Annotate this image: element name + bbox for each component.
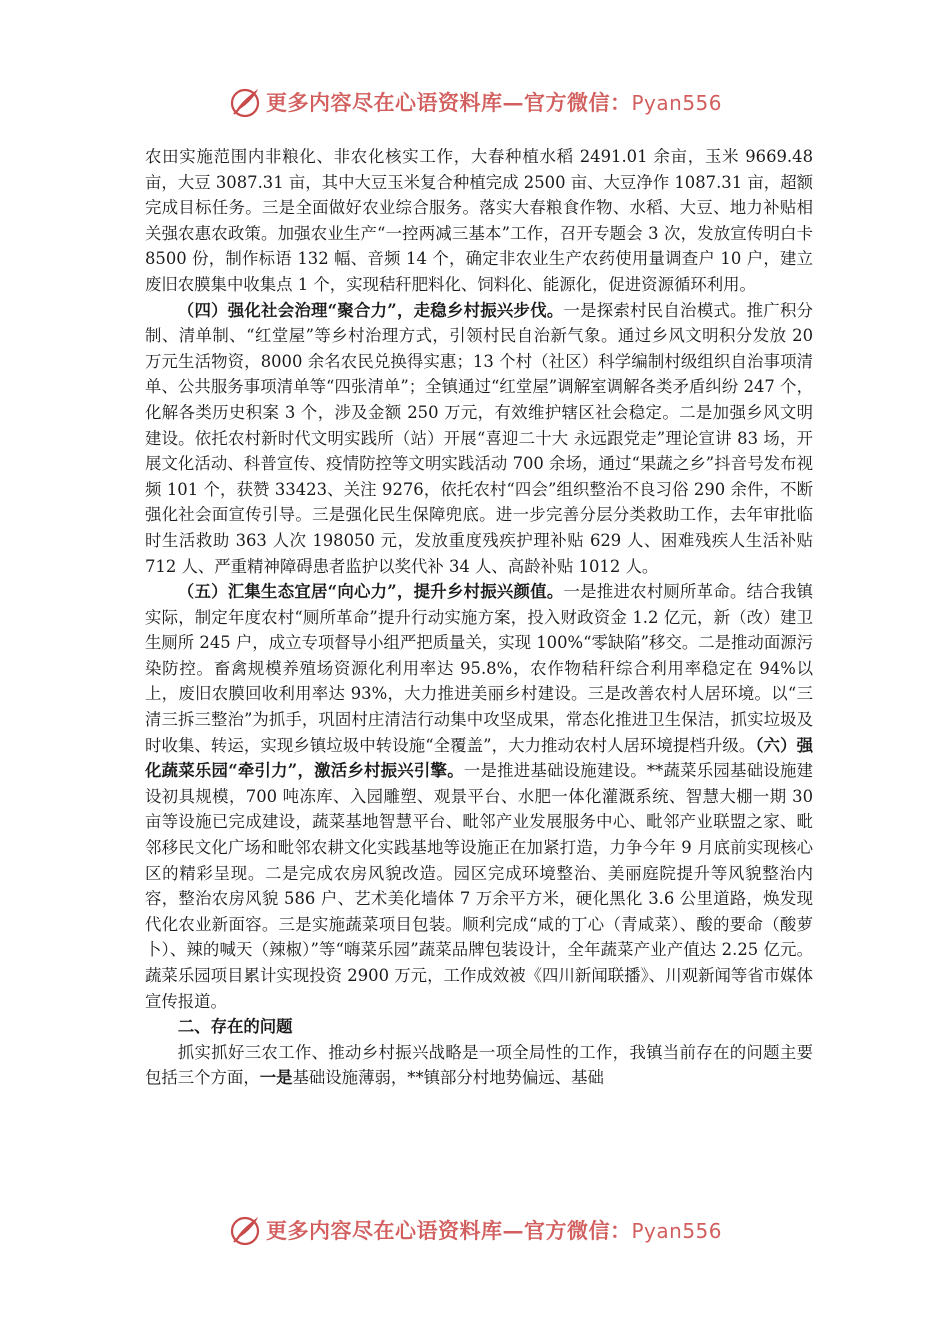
pen-circle-logo-icon bbox=[228, 84, 264, 120]
section-heading: （五）汇集生态宜居“向心力”，提升乡村振兴颜值。 bbox=[177, 582, 564, 602]
pen-circle-logo-icon bbox=[228, 1212, 264, 1248]
paragraph: 抓实抓好三农工作、推动乡村振兴战略是一项全局性的工作，我镇当前存在的问题主要包括三个方面，一是基础设施薄弱，**镇部分村地势偏远、基础 bbox=[145, 1042, 813, 1088]
paragraph: 农田实施范围内非粮化、非农化核实工作，大春种植水稻 2491.01 余亩，玉米 9669.48 亩，大豆 3087.31 亩，其中大豆玉米复合种植完成 2500 亩、大豆净作 1087.31 亩，超额完成目标任务。三是全面做好农业综合服务。落实大春粮食作物、水稻、大豆、地力补贴相关强农惠农政策。加强农业生产“一控两减三基本”工作，召开专题会 3 次，发放宣传明白卡 8500 份，制作标语 132 幅、音频 14 个，确定非农业生产农药使用量调查户 10 户，建立废旧农膜集中收集点 1 个，实现秸秆肥料化、饲料化、能源化，促进资源循环利用。 bbox=[145, 147, 813, 294]
section-heading: （四）强化社会治理“聚合力”，走稳乡村振兴步伐。 bbox=[177, 300, 564, 320]
banner-text: 更多内容尽在心语资料库—官方微信：Pyan556 bbox=[265, 1218, 722, 1243]
header-banner bbox=[0, 82, 950, 122]
footer-banner bbox=[0, 1210, 950, 1250]
section-heading: （六）强化蔬菜乐园“牵引力”，激活乡村振兴引擎。 bbox=[145, 735, 813, 781]
banner-text: 更多内容尽在心语资料库—官方微信：Pyan556 bbox=[265, 90, 722, 115]
paragraph: （四）强化社会治理“聚合力”，走稳乡村振兴步伐。一是探索村民自治模式。推广积分制、清单制、“红堂屋”等乡村治理方式，引领村民自治新气象。通过乡风文明积分发放 20 万元生活物资，8000 余名农民兑换得实惠；13 个村（社区）科学编制村级组织自治事项清单、公共服务事项清单等“四张清单”；全镇通过“红堂屋”调解室调解各类矛盾纠纷 247 个，化解各类历史积案 3 个，涉及金额 250 万元，有效维护辖区社会稳定。二是加强乡风文明建设。依托农村新时代文明实践所（站）开展“喜迎二十大 永远跟党走”理论宣讲 83 场，开展文化活动、科普宣传、疫情防控等文明实践活动 700 余场，通过“果蔬之乡”抖音号发布视频 101 个，获赞 33423、关注 9276，依托农村“四会”组织整治不良习俗 290 余件，不断强化社会面宣传引导。三是强化民生保障兜底。进一步完善分层分类救助工作，去年审批临时生活救助 363 人次 198050 元，发放重度残疾护理补贴 629 人、困难残疾人生活补贴 712 人、严重精神障碍患者监护以奖代补 34 人、高龄补贴 1012 人。 bbox=[145, 300, 814, 576]
document-body bbox=[145, 144, 813, 1091]
paragraph: （五）汇集生态宜居“向心力”，提升乡村振兴颜值。一是推进农村厕所革命。结合我镇实际，制定年度农村“厕所革命”提升行动实施方案，投入财政资金 1.2 亿元，新（改）建卫生厕所 245 户，成立专项督导小组严把质量关，实现 100%“零缺陷”移交。二是推动面源污染防控。畜禽规模养殖场资源化利用率达 95.8%，农作物秸秆综合利用率稳定在 94%以上，废旧农膜回收利用率达 93%，大力推进美丽乡村建设。三是改善农村人居环境。以“三清三拆三整治”为抓手，巩固村庄清洁行动集中攻坚成果，常态化推进卫生保洁，抓实垃圾及时收集、转运，实现乡镇垃圾中转设施“全覆盖”，大力推动农村人居环境提档升级。（六）强化蔬菜乐园“牵引力”，激活乡村振兴引擎。一是推进基础设施建设。**蔬菜乐园基础设施建设初具规模，700 吨冻库、入园雕塑、观景平台、水肥一体化灌溉系统、智慧大棚一期 30 亩等设施已完成建设，蔬菜基地智慧平台、毗邻产业发展服务中心、毗邻产业联盟之家、毗邻移民文化广场和毗邻农耕文化实践基地等设施正在加紧打造，力争今年 9 月底前实现核心区的精彩呈现。二是完成农房风貌改造。园区完成环境整治、美丽庭院提升等风貌整治内容，整治农房风貌 586 户、艺术美化墙体 7 万余平方米，硬化黑化 3.6 公里道路，焕发现代化农业新面容。三是实施蔬菜项目包装。顺利完成“咸的丁心（青咸菜）、酸的要命（酸萝卜）、辣的喊天（辣椒）”等“嗨菜乐园”蔬菜品牌包装设计，全年蔬菜产业产值达 2.25 亿元。蔬菜乐园项目累计实现投资 2900 万元，工作成效被《四川新闻联播》、川观新闻等省市媒体宣传报道。 bbox=[145, 582, 814, 1011]
section-title: 二、存在的问题 bbox=[177, 1017, 293, 1037]
